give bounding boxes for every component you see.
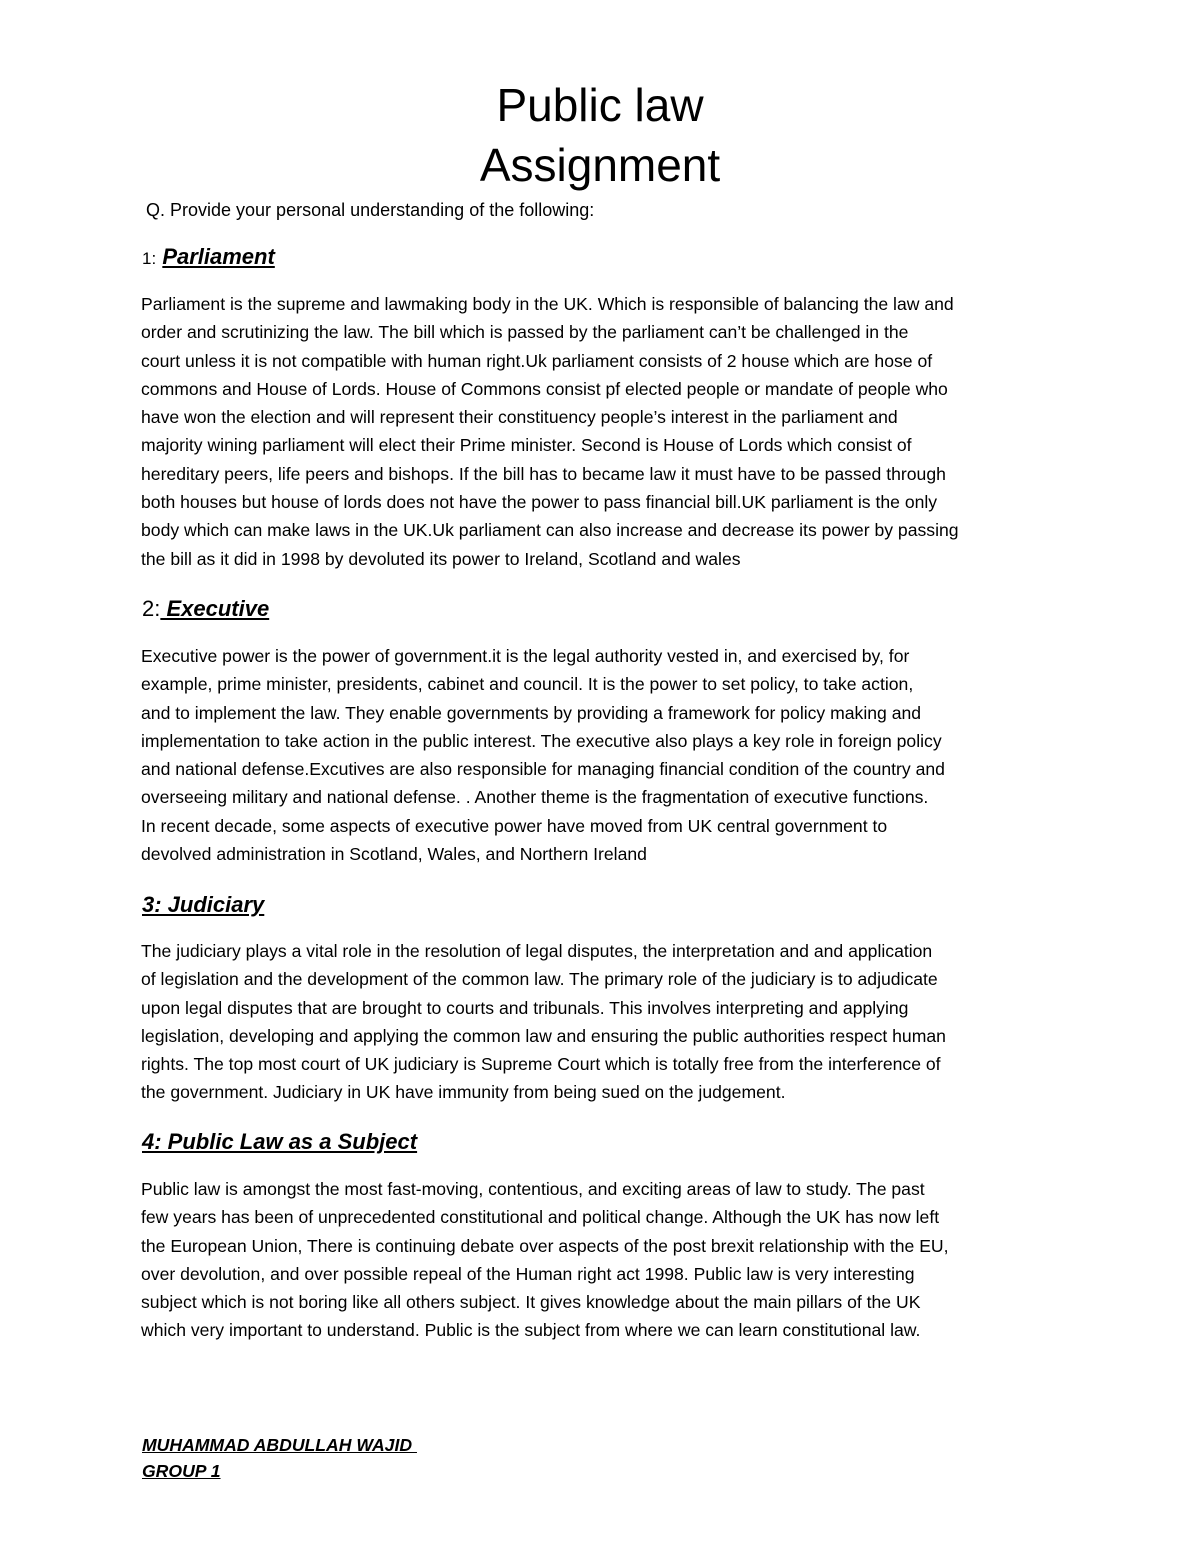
document-title-line-1: Public law <box>496 79 704 131</box>
paragraph-line: implementation to take action in the public interest. The executive also plays a key role in foreign policy <box>141 730 942 751</box>
paragraph-line: the bill as it did in 1998 by devoluted its power to Ireland, Scotland and wales <box>141 548 741 569</box>
section-number: 2: <box>142 596 161 621</box>
section-title: Parliament <box>162 244 275 269</box>
section-heading-judiciary <box>142 890 264 920</box>
question-prompt: Q. Provide your personal understanding of the following: <box>146 200 595 220</box>
paragraph-line: majority wining parliament will elect their Prime minister. Second is House of Lords which consist of <box>141 435 912 456</box>
paragraph-line: of legislation and the development of the common law. The primary role of the judiciary is to adjudicate <box>141 969 938 990</box>
paragraph-line: and to implement the law. They enable governments by providing a framework for policy making and <box>141 702 922 723</box>
paragraph-line: hereditary peers, life peers and bishops. If the bill has to became law it must have to be passed through <box>141 463 946 484</box>
paragraph-line: legislation, developing and applying the common law and ensuring the public authorities respect human <box>141 1025 946 1046</box>
paragraph-line: and national defense.Excutives are also responsible for managing financial condition of the country and <box>141 759 945 780</box>
paragraph-line: commons and House of Lords. House of Commons consist pf elected people or mandate of people who <box>141 378 948 399</box>
section-title: 4: Public Law as a Subject <box>142 1129 418 1154</box>
paragraph-line: upon legal disputes that are brought to courts and tribunals. This involves interpreting and applying <box>141 997 909 1018</box>
paragraph-line: the European Union, There is continuing debate over aspects of the post brexit relationship with the EU, <box>141 1235 949 1256</box>
section-title: Executive <box>160 596 270 621</box>
section-body-public-law-subject <box>141 1175 1061 1345</box>
paragraph-line: order and scrutinizing the law. The bill which is passed by the parliament can’t be challenged in the <box>141 322 909 343</box>
paragraph-line: Executive power is the power of government.it is the legal authority vested in, and exercised by, for <box>141 646 910 666</box>
paragraph-line: rights. The top most court of UK judiciary is Supreme Court which is totally free from the interference of <box>141 1054 941 1075</box>
section-body-parliament <box>141 290 1061 573</box>
paragraph-line: Public law is amongst the most fast-moving, contentious, and exciting areas of law to study. The past <box>141 1179 925 1199</box>
paragraph-line: In recent decade, some aspects of executive power have moved from UK central government to <box>141 815 888 836</box>
paragraph-line: body which can make laws in the UK.Uk parliament can also increase and decrease its power by passing <box>141 520 959 541</box>
paragraph-line: few years has been of unprecedented constitutional and political change. Although the UK has now left <box>141 1207 940 1228</box>
section-heading-executive <box>142 594 269 624</box>
paragraph-line: court unless it is not compatible with human right.Uk parliament consists of 2 house which are hose of <box>141 350 933 371</box>
paragraph-line: both houses but house of lords does not have the power to pass financial bill.UK parliament is the only <box>141 492 938 513</box>
paragraph-line: overseeing military and national defense. . Another theme is the fragmentation of executive functions. <box>141 787 929 808</box>
section-title: 3: Judiciary <box>142 892 265 917</box>
section-body-judiciary <box>141 937 1061 1107</box>
paragraph-line: have won the election and will represent their constituency people’s interest in the parliament and <box>141 407 898 428</box>
paragraph-line: Parliament is the supreme and lawmaking body in the UK. Which is responsible of balancing the law and <box>141 294 954 314</box>
paragraph-line: which very important to understand. Public is the subject from where we can learn constitutional law. <box>141 1320 921 1341</box>
paragraph-line: the government. Judiciary in UK have immunity from being sued on the judgement. <box>141 1082 786 1103</box>
paragraph-line: devolved administration in Scotland, Wales, and Northern Ireland <box>141 844 647 865</box>
document-title-line-2: Assignment <box>479 139 721 191</box>
paragraph-line: subject which is not boring like all others subject. It gives knowledge about the main pillars of the UK <box>141 1292 921 1313</box>
section-heading-parliament <box>142 242 275 274</box>
paragraph-line: over devolution, and over possible repeal of the Human right act 1998. Public law is very interesting <box>141 1263 915 1284</box>
section-heading-public-law-subject <box>142 1127 417 1157</box>
section-body-executive <box>141 642 1061 868</box>
author-group: GROUP 1 <box>142 1461 221 1481</box>
paragraph-line: example, prime minister, presidents, cabinet and council. It is the power to set policy, to take action, <box>141 674 914 695</box>
section-number: 1: <box>142 249 157 268</box>
author-name: MUHAMMAD ABDULLAH WAJID <box>142 1435 417 1455</box>
paragraph-line: The judiciary plays a vital role in the resolution of legal disputes, the interpretation and and application <box>141 941 933 961</box>
